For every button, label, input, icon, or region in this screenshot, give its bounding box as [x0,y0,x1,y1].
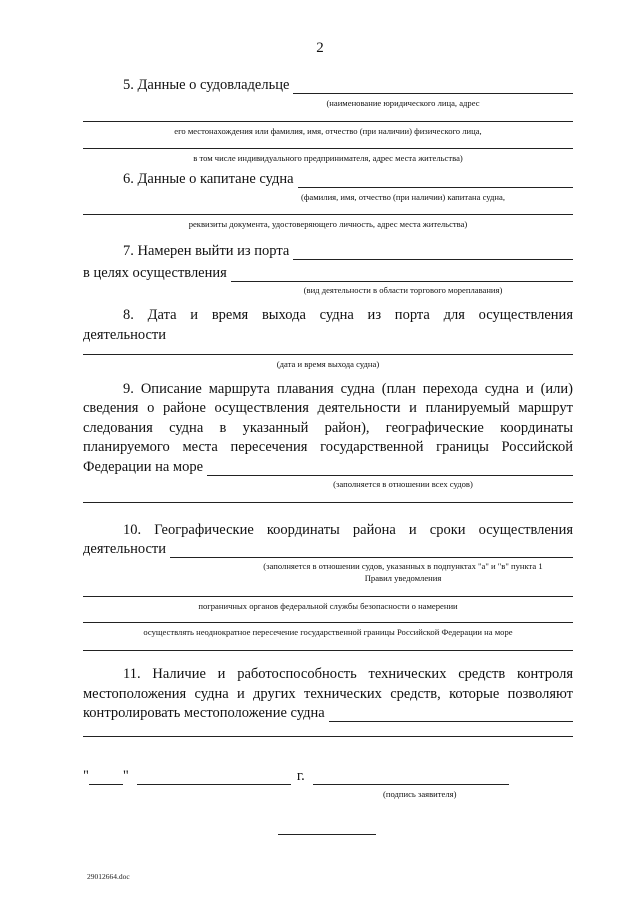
signature-row [83,767,573,785]
item8-line-2-row [83,326,573,344]
item9-line-5-row [83,458,573,476]
item5-caption-3: в том числе индивидуального предпринимателя, адрес места жительства) [193,153,463,163]
item9-line-4: планируемого места пересечения государственной границы Российской [83,439,573,455]
applicant-signature-field[interactable] [313,771,509,785]
item8-line-2: деятельности [83,326,167,343]
item5-owner-row [83,76,573,94]
signature-day-field[interactable] [89,771,123,785]
item7-purpose-row [83,264,573,282]
item10-line-2-row [83,540,573,558]
item11-line-3: контролировать местоположение судна [83,705,325,721]
item7-label-1: 7. Намерен выйти из порта [123,243,290,259]
item10-line-2: деятельности [83,541,167,557]
item10-line-1: 10. Географические координаты района и сроки осуществления [123,521,573,538]
item7-port-row [83,242,573,260]
date-quote-open: " [83,768,89,784]
area-coordinates-extra-field-2[interactable] [83,622,573,623]
item11-line-2: местоположения судна и других технических средств, которые позволяют [83,685,573,702]
item6-caption-1: (фамилия, имя, отчество (при наличии) капитана судна, [301,192,505,202]
signature-month-field[interactable] [137,771,291,785]
captain-name-field[interactable] [298,174,573,188]
route-description-field[interactable] [207,462,573,476]
closing-rule [278,834,376,835]
item5-caption-2: его местонахождения или фамилия, имя, отчество (при наличии) физического лица, [174,126,482,136]
page-number: 2 [316,40,324,56]
activity-purpose-field[interactable] [231,268,573,282]
item5-label: 5. Данные о судовладельце [123,77,290,93]
owner-name-field[interactable] [293,80,573,94]
item6-captain-row [83,170,573,188]
item7-caption-1: (вид деятельности в области торгового мореплавания) [303,285,503,295]
item6-label: 6. Данные о капитане судна [123,171,294,187]
item11-line-3-row [83,704,573,722]
item9-line-3: следования судна в указанный район), географические координаты [83,419,573,436]
year-suffix: г. [296,768,305,784]
item8-line-1: 8. Дата и время выхода судна из порта для осуществления [123,307,573,323]
area-coordinates-field[interactable] [170,544,573,558]
departure-datetime-field[interactable] [83,354,573,355]
item9-line-5: Федерации на море [83,458,204,475]
signature-caption: (подпись заявителя) [383,789,457,799]
item9-caption-1: (заполняется в отношении всех судов) [333,478,473,489]
item8-caption-1: (дата и время выхода судна) [276,358,380,369]
tracking-equipment-field[interactable] [329,708,573,722]
item9-line-1: 9. Описание маршрута плавания судна (план перехода судна и (или) [123,380,573,397]
item10-caption-3: пограничных органов федеральной службы безопасности о намерении [198,601,458,611]
area-coordinates-extra-field-1[interactable] [83,596,573,597]
item11-line-1: 11. Наличие и работоспособность технических средств контроля [123,666,573,682]
captain-document-field[interactable] [83,214,573,215]
owner-extra-field[interactable] [83,148,573,149]
form-body [83,0,573,800]
item10-caption-2: Правил уведомления [364,573,442,583]
item5-caption-1: (наименование юридического лица, адрес [326,98,480,108]
departure-port-field[interactable] [293,246,573,260]
item7-label-2: в целях осуществления [83,265,227,281]
item6-caption-2: реквизиты документа, удостоверяющего личность, адрес места жительства) [188,219,468,229]
item10-caption-1: (заполняется в отношении судов, указанных в подпунктах "а" и "в" пункта 1 [263,561,543,571]
date-quote-close: " [122,768,129,784]
item10-caption-4: осуществлять неоднократное пересечение государственной границы Российской Федерации на море [143,627,513,637]
document-filename: 29012664.doc [87,872,130,881]
item9-line-2: сведения о районе осуществления деятельности и планируемый маршрут [83,400,573,416]
owner-address-field[interactable] [83,121,573,122]
